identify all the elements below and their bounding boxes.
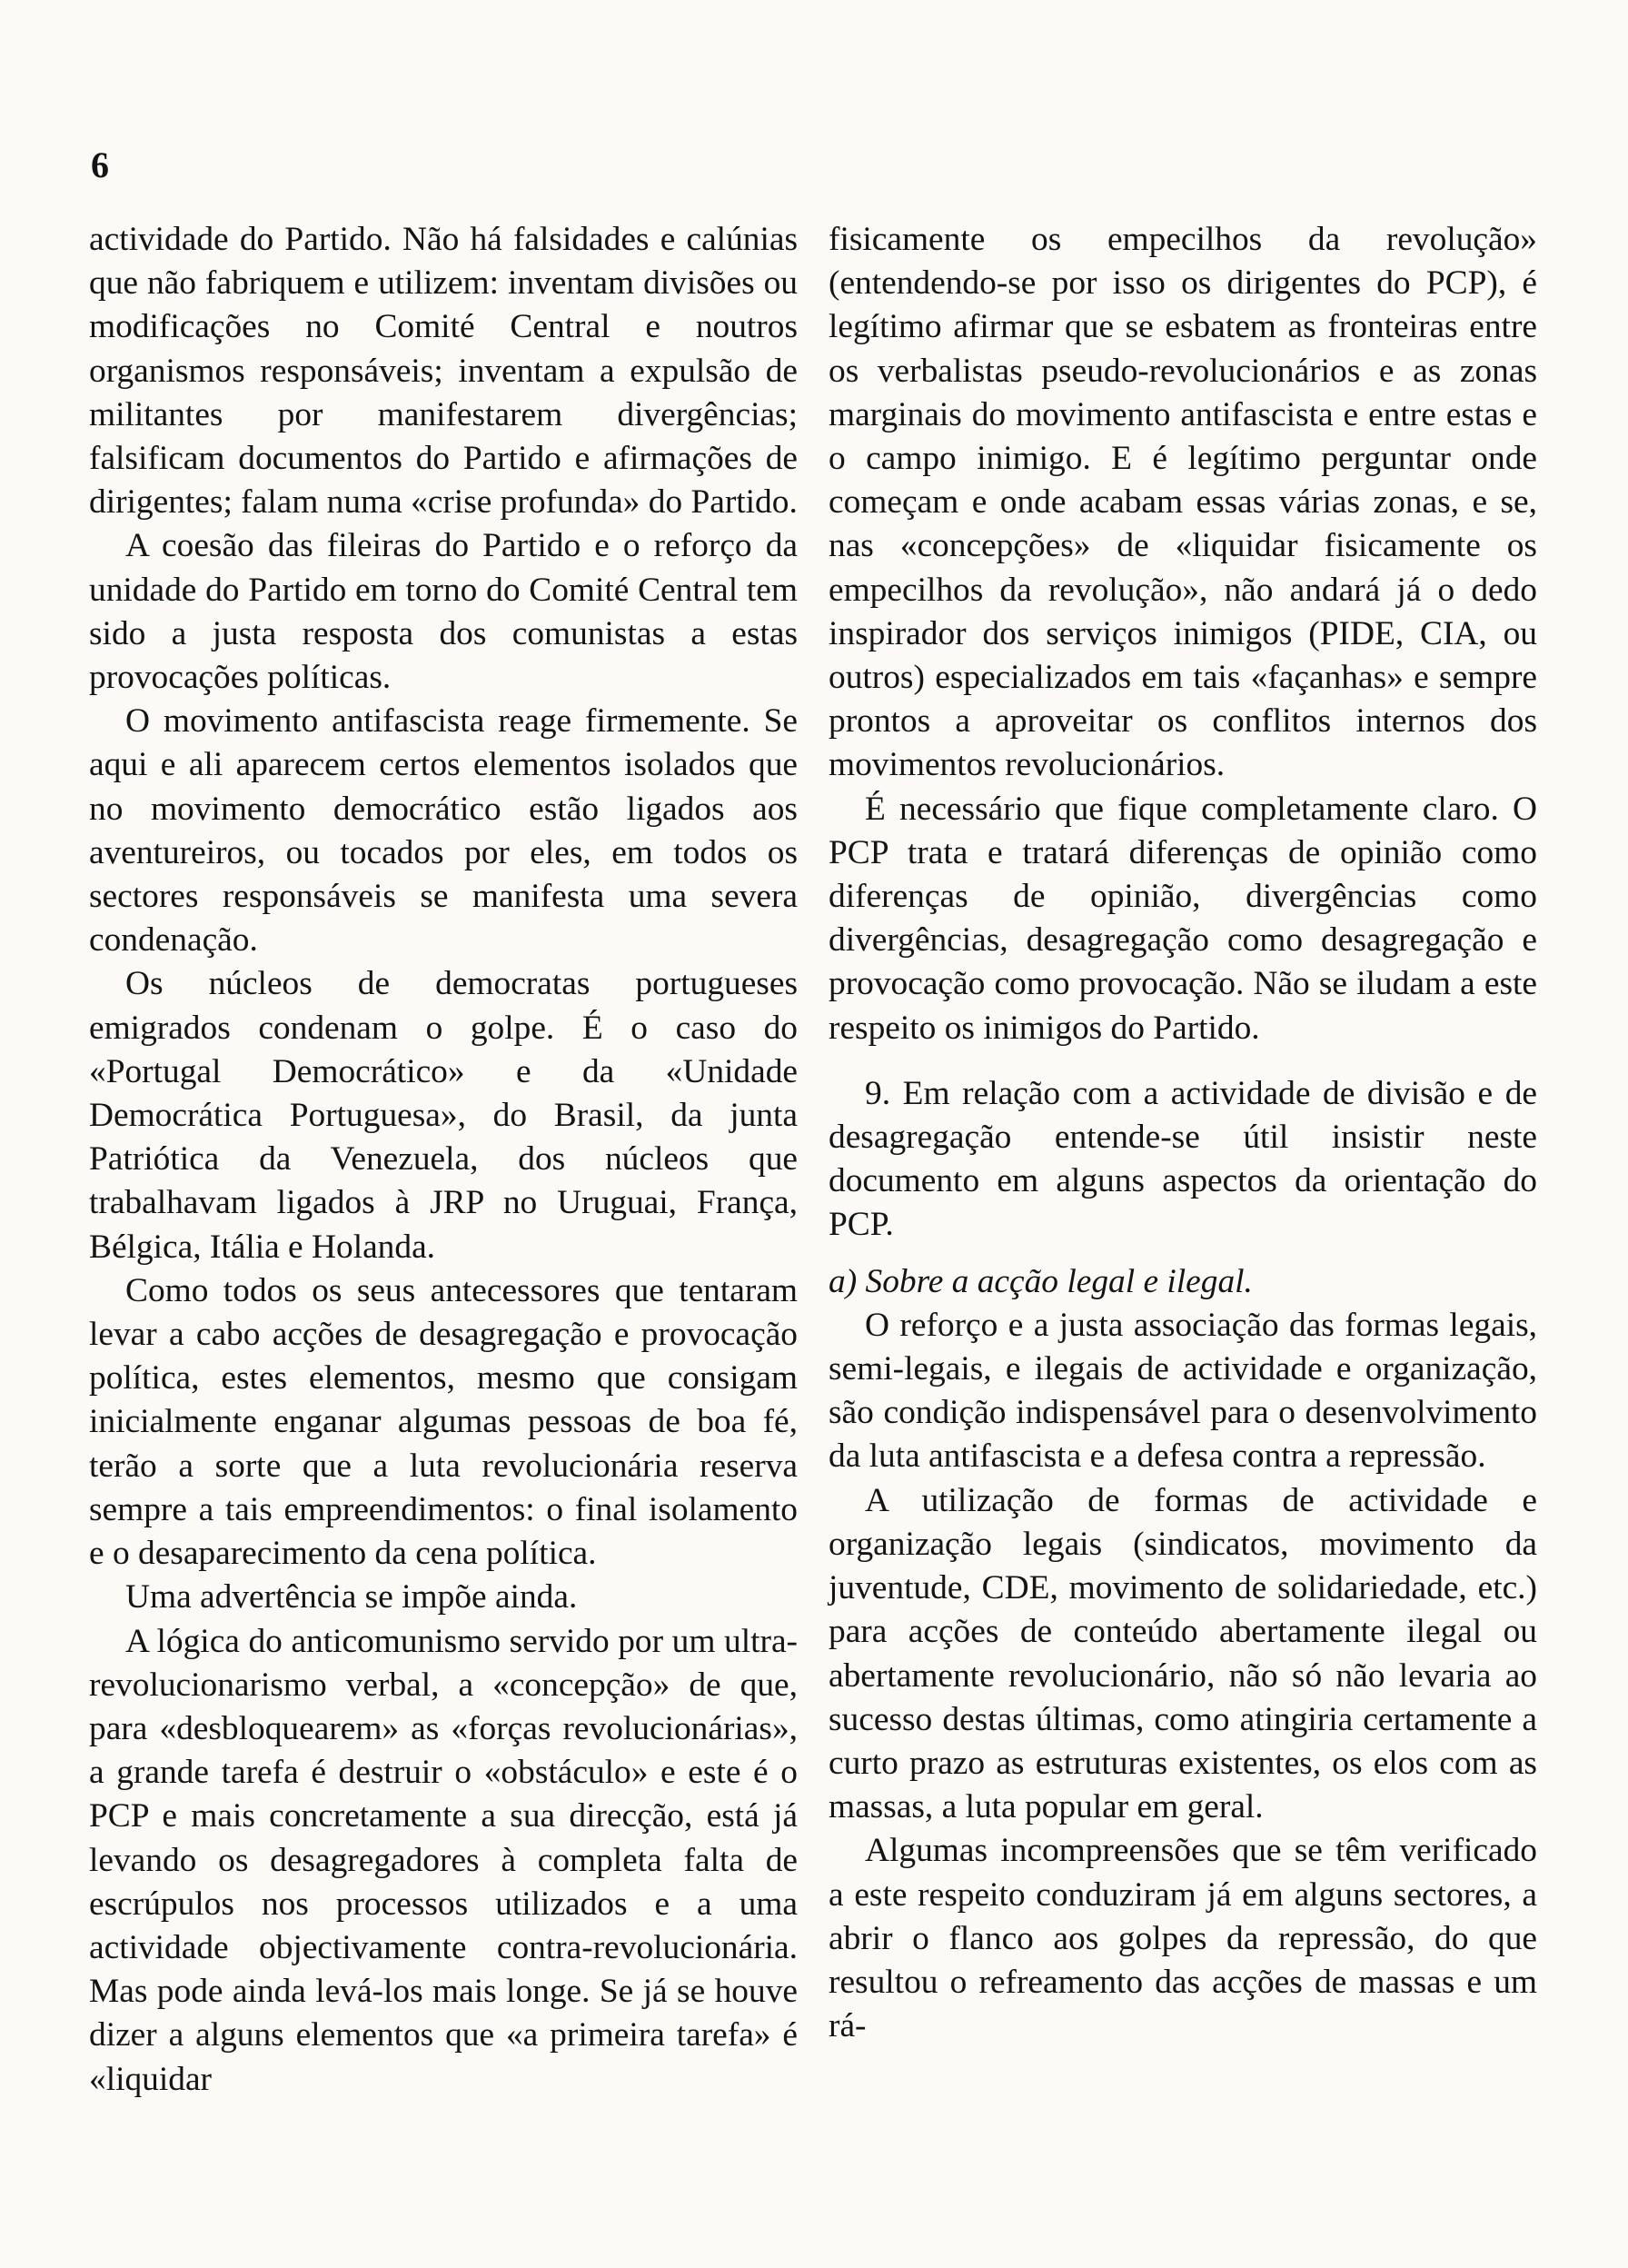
- section-subheading: [829, 1260, 1537, 1304]
- section-point-9: 9. Em relação com a actividade de divisão e de desagregação entende-se útil insistir neste documento em alguns aspectos da orientação do PCP.: [829, 1074, 1537, 1244]
- paragraph: A coesão das fileiras do Partido e o reforço da unidade do Partido em torno do Comité Central tem sido a justa resposta dos comunistas a estas provocações políticas.: [89, 527, 798, 697]
- paragraph: fisicamente os empecilhos da revolução» (entendendo-se por isso os dirigentes do PCP), é legítimo afirmar que se esbatem as fronteiras entre os verbalistas pseudo-revolucionários e as zonas marginais do movimento antifascista e entre estas e o campo inimigo. E é legítimo perguntar onde começam e onde acabam essas várias zonas, e se, nas «concepções» de «liquidar fisicamente os empecilhos da revolução», não andará já o dedo inspirador dos serviços inimigos (PIDE, CIA, ou outros) especializados em tais «façanhas» e sempre prontos a aproveitar os conflitos internos dos movimentos revolucionários.: [829, 221, 1537, 784]
- paragraph: A utilização de formas de actividade e organização legais (sindicatos, movimento da juventude, CDE, movimento de solidariedade, etc.) para acções de conteúdo abertamente ilegal ou abertamente revolucionário, não só não levaria ao sucesso destas últimas, como atingiria certamente a curto prazo as estruturas existentes, os elos com as massas, a luta popular em geral.: [829, 1481, 1537, 1826]
- paragraph: É necessário que fique completamente claro. O PCP trata e tratará diferenças de opinião como diferenças de opinião, divergências como divergências, desagregação como desagregação e provocação como provocação. Não se iludam a este respeito os inimigos do Partido.: [829, 790, 1537, 1047]
- paragraph: Os núcleos de democratas portugueses emigrados condenam o golpe. É o caso do «Portugal Democrático» e da «Unidade Democrática Portuguesa», do Brasil, da junta Patriótica da Venezuela, dos núcleos que trabalhavam ligados à JRP no Uruguai, França, Bélgica, Itália e Holanda.: [89, 965, 798, 1266]
- subheading-text: a) Sobre a acção legal e ilegal.: [829, 1262, 1253, 1300]
- paragraph: actividade do Partido. Não há falsidades e calúnias que não fabriquem e utilizem: inventam divisões ou modificações no Comité Central e noutros organismos responsáveis; inventam a expulsão de militantes por manifestarem divergências; falsificam documentos do Partido e afirmações de dirigentes; falam numa «crise profunda» do Partido.: [89, 221, 798, 522]
- right-column: [829, 218, 1537, 2048]
- paragraph: O reforço e a justa associação das formas legais, semi-legais, e ilegais de actividade e organização, são condição indispensável para o desenvolvimento da luta antifascista e a defesa contra a repressão.: [829, 1306, 1537, 1476]
- paragraph: A lógica do anticomunismo servido por um ultra-revolucionarismo verbal, a «concepção» de que, para «desbloquearem» as «forças revolucionárias», a grande tarefa é destruir o «obstáculo» e este é o PCP e mais concretamente a sua direcção, está já levando os desagregadores à completa falta de escrúpulos nos processos utilizados e a uma actividade objectivamente contra-revolucionária. Mas pode ainda levá-los mais longe. Se já se houve dizer a alguns elementos que «a primeira tarefa» é «liquidar: [89, 1622, 798, 2098]
- left-column: [89, 218, 798, 2102]
- paragraph: Uma advertência se impõe ainda.: [125, 1578, 578, 1616]
- page-number: 6: [91, 144, 109, 185]
- paragraph: Algumas incompreensões que se têm verificado a este respeito conduziram já em alguns sectores, a abrir o flanco aos golpes da repressão, do que resultou o refreamento das acções de massas e um rá-: [829, 1832, 1537, 2045]
- paragraph: Como todos os seus antecessores que tentaram levar a cabo acções de desagregação e provocação política, estes elementos, mesmo que consigam inicialmente enganar algumas pessoas de boa fé, terão a sorte que a luta revolucionária reserva sempre a tais empreendimentos: o final isolamento e o desaparecimento da cena política.: [89, 1271, 798, 1573]
- paragraph: O movimento antifascista reage firmemente. Se aqui e ali aparecem certos elementos isolados que no movimento democrático estão ligados aos aventureiros, ou tocados por eles, em todos os sectores responsáveis se manifesta uma severa condenação.: [89, 702, 798, 960]
